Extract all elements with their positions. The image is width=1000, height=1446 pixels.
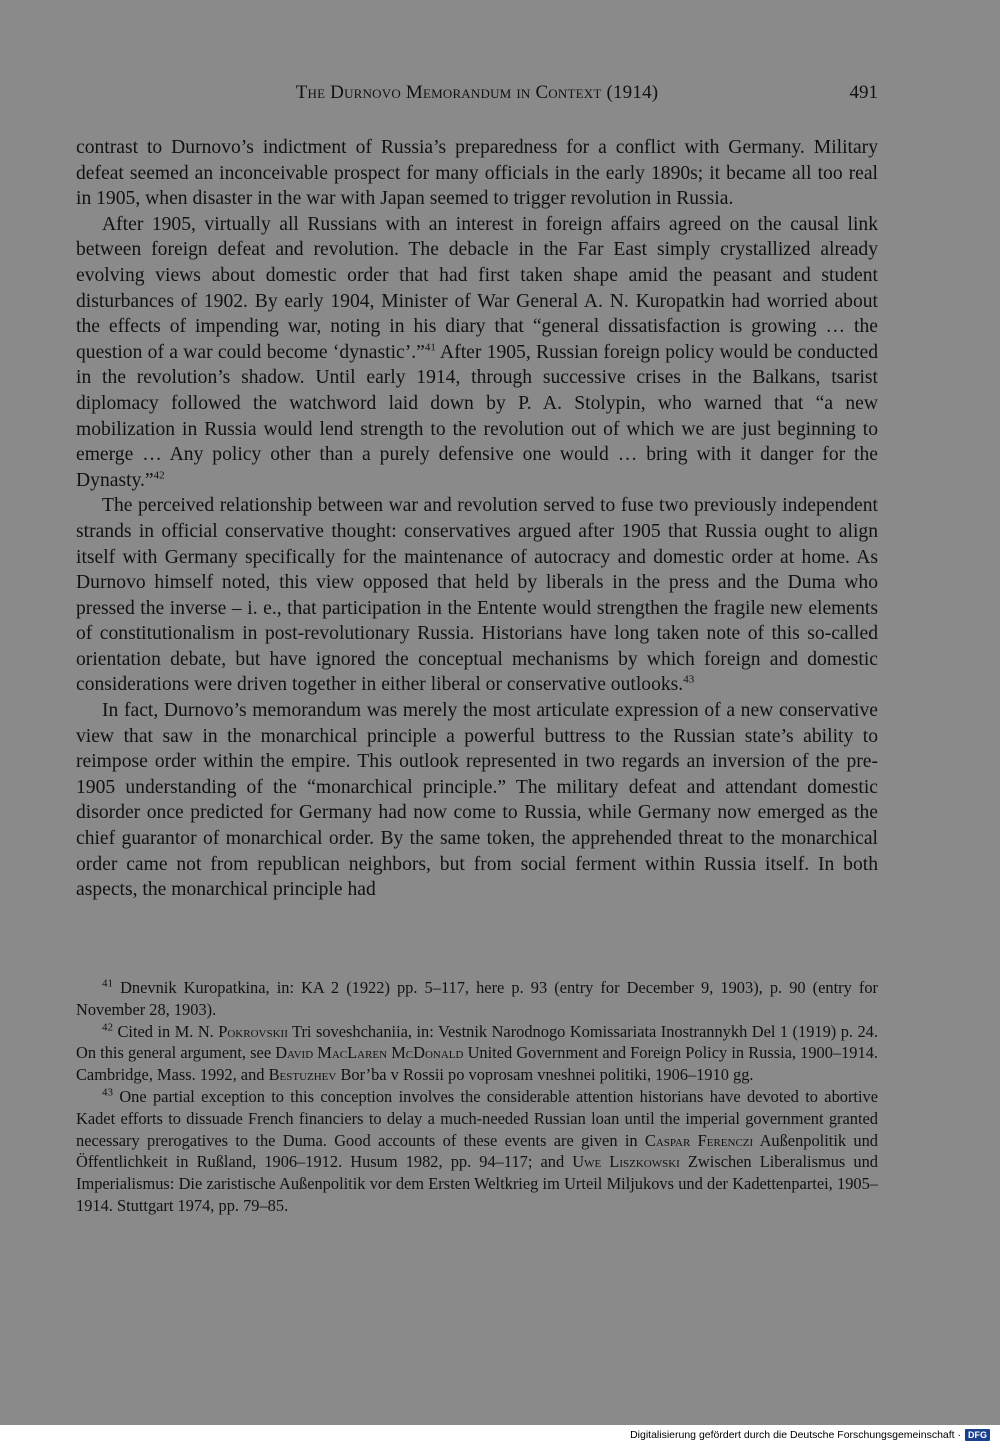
footnote-ref: 42 [102, 1021, 113, 1034]
footnotes [76, 977, 878, 1217]
paragraph [76, 493, 878, 698]
footnote [76, 1086, 878, 1217]
author-name: David MacLaren McDonald [275, 1043, 464, 1063]
footnote-ref: 41 [424, 341, 436, 354]
text-run: One partial exception to this conception involves the considerable attention historians have devoted to abortive Kadet efforts to dissuade French financiers to delay a much-needed Russian loan until the imperial government granted necessary prerogatives to the Duma. Good accounts of these events are given in [76, 1086, 878, 1150]
footnote-ref: 43 [102, 1086, 113, 1099]
credit-text: Digitalisierung gefördert durch die Deutsche Forschungsgemeinschaft · [630, 1429, 961, 1441]
text-run: Cited in [113, 1021, 175, 1041]
text-run: contrast to Durnovo’s indictment of Russia’s preparedness for a conflict with Germany. Military defeat seemed an inconceivable prospect for many officials in the early 1890s; it became all too real in 1905, when disaster in the war with Japan seemed to trigger revolution in Russia. [76, 137, 878, 210]
digitization-credit [630, 1429, 990, 1441]
footnote-ref: 43 [683, 673, 695, 686]
text-run: Zwischen Liberalismus und Imperialismus: Die zaristische Außenpolitik vor dem Ersten Weltkrieg im Urteil Miljukovs und der Kadettenpartei, 1905–1914. Stuttgart 1974, pp. 79–85. [76, 1152, 878, 1215]
footnote [76, 1021, 878, 1086]
text-run: United Government and Foreign Policy in Russia, 1900–1914. Cambridge, Mass. 1992, and [76, 1043, 878, 1085]
text-run: In fact, Durnovo’s memorandum was merely the most articulate expression of a new conservative view that saw in the monarchical principle a powerful buttress to the Russian state’s ability to reimpose order within the empire. This outlook represented in two regards an inversion of the pre-1905 understanding of the “monarchical principle.” The military defeat and attendant domestic disorder once predicted for Germany had now come to Russia, while Germany now emerged as the chief guarantor of monarchical order. By the same token, the apprehended threat to the monarchical order came not from republican neighbors, but from social ferment within Russia itself. In both aspects, the monarchical principle had [76, 700, 878, 901]
footnote-ref: 41 [102, 977, 113, 990]
footnote [76, 977, 878, 1021]
running-title: The Durnovo Memorandum in Context (1914) [295, 82, 659, 103]
author-name: Uwe Liszkowski [572, 1152, 680, 1172]
text-run: After 1905, virtually all Russians with an interest in foreign affairs agreed on the causal link between foreign defeat and revolution. The debacle in the Far East simply crystallized already evolving views about domestic order that had first taken shape amid the peasant and student disturbances of 1902. By early 1904, Minister of War General A. N. Kuropatkin had worried about the effects of impending war, noting in his diary that “general dissatisfaction is growing … the question of a war could become ‘dynastic’.” [76, 213, 878, 363]
text-run: The perceived relationship between war and revolution served to fuse two previously independent strands in official conservative thought: conservatives argued after 1905 that Russia ought to align itself with Germany specifically for the maintenance of autocracy and domestic order at home. As Durnovo himself noted, this view opposed that held by liberals in the press and the Duma who pressed the inverse – i. e., that participation in the Entente would strengthen the fragile new elements of constitutionalism in post-revolutionary Russia. Historians have long taken note of this so-called orientation debate, but have ignored the conceptual mechanisms by which foreign and domestic considerations were driven together in either liberal or conservative outlooks. [76, 495, 878, 696]
text-run: After 1905, Russian foreign policy would be conducted in the revolution’s shadow. Until early 1914, through successive crises in the Balkans, tsarist diplomacy followed the watchword laid down by P. A. Stolypin, who warned that “a new mobilization in Russia would lend strength to the revolution out of which we are just beginning to emerge … Any policy other than a purely defensive one would … bring with it danger for the Dynasty.” [76, 341, 878, 491]
author-name: Bestuzhev [268, 1065, 337, 1085]
paragraph [76, 698, 878, 903]
text-run: Außenpolitik und Öffentlichkeit in Rußland, 1906–1912. Husum 1982, pp. 94–117; and [76, 1130, 878, 1172]
footnote-ref: 42 [153, 469, 165, 482]
text-run: Dnevnik Kuropatkina, in: KA 2 (1922) pp. 5–117, here p. 93 (entry for December 9, 1903), p. 90 (entry for November 28, 1903). [76, 978, 878, 1019]
running-header [76, 82, 878, 110]
paragraph [76, 135, 878, 212]
author-name: M. N. Pokrovskii [174, 1021, 288, 1041]
text-run: Tri soveshchaniia, in: Vestnik Narodnogo Komissariata Inostrannykh Del 1 (1919) p. 24. On this general argument, see [76, 1021, 878, 1063]
page-number: 491 [849, 82, 878, 103]
body-text [76, 135, 878, 903]
dfg-logo: DFG [965, 1429, 990, 1441]
paragraph [76, 212, 878, 494]
author-name: Caspar Ferenczi [644, 1130, 754, 1150]
text-run: Bor’ba v Rossii po voprosam vneshnei politiki, 1906–1910 gg. [336, 1065, 754, 1085]
